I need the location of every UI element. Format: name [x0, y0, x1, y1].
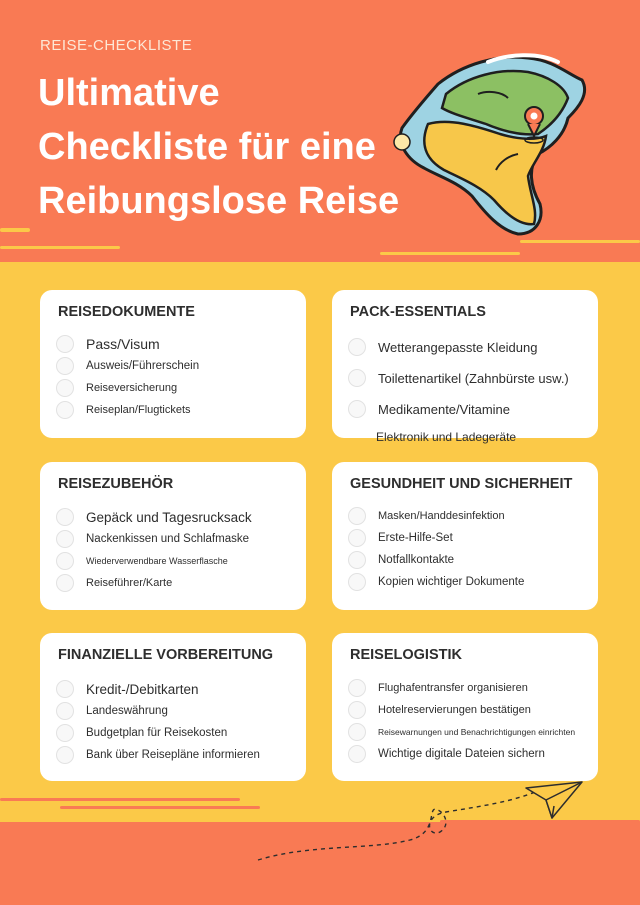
brush-stroke	[0, 798, 240, 801]
item-label: Landeswährung	[86, 705, 168, 717]
brush-stroke	[0, 246, 120, 249]
checklist-item[interactable]	[56, 552, 228, 570]
checklist-item[interactable]	[348, 745, 545, 763]
checkbox-circle[interactable]	[348, 551, 366, 569]
checklist-item[interactable]	[348, 551, 454, 569]
card-reisezubehoer	[40, 462, 306, 610]
item-label: Ausweis/Führerschein	[86, 360, 200, 372]
section-title: FINANZIELLE VORBEREITUNG	[58, 647, 274, 663]
eyebrow-label: REISE-CHECKLISTE	[40, 37, 193, 54]
section-title: REISEZUBEHÖR	[58, 476, 174, 492]
checkbox-circle[interactable]	[348, 679, 366, 697]
checkbox-circle[interactable]	[56, 702, 74, 720]
checkbox-circle[interactable]	[348, 507, 366, 525]
paper-plane-icon	[522, 778, 586, 822]
checklist-item[interactable]	[56, 335, 160, 353]
checkbox-circle[interactable]	[56, 746, 74, 764]
checkbox-circle[interactable]	[56, 335, 74, 353]
item-label: Elektronik und Ladegeräte	[376, 430, 517, 444]
card-pack-essentials	[332, 290, 598, 444]
section-title: PACK-ESSENTIALS	[350, 304, 486, 320]
item-label: Budgetplan für Reisekosten	[86, 727, 228, 739]
title-line: Reibungslose Reise	[38, 180, 400, 222]
checkbox-circle[interactable]	[56, 530, 74, 548]
checkbox-circle[interactable]	[56, 357, 74, 375]
checklist-item[interactable]	[56, 702, 168, 720]
item-label: Nackenkissen und Schlafmaske	[86, 533, 249, 545]
checklist-item	[376, 430, 516, 444]
section-title: REISELOGISTIK	[350, 647, 462, 663]
checkbox-circle[interactable]	[56, 379, 74, 397]
checklist-item[interactable]	[56, 724, 227, 742]
brush-stroke	[60, 806, 260, 809]
card-finanzielle-vorbereitung	[40, 633, 306, 781]
checkbox-circle[interactable]	[56, 680, 74, 698]
checklist-item[interactable]	[348, 701, 531, 719]
checkbox-circle[interactable]	[56, 574, 74, 592]
checklist-item[interactable]	[56, 530, 249, 548]
checklist-item[interactable]	[56, 379, 177, 397]
title-line: Ultimative	[38, 72, 220, 114]
checklist-item[interactable]	[348, 507, 505, 525]
title-line: Checkliste für eine	[38, 126, 376, 168]
item-label: Wichtige digitale Dateien sichern	[378, 748, 545, 760]
item-label: Wetterangepasste Kleidung	[378, 339, 538, 355]
brush-stroke	[380, 252, 520, 255]
item-label: Toilettenartikel (Zahnbürste usw.)	[378, 370, 569, 386]
checklist-item[interactable]	[56, 746, 260, 764]
checklist-item[interactable]	[56, 508, 252, 526]
card-reiselogistik	[332, 633, 598, 781]
item-label: Medikamente/Vitamine	[378, 401, 510, 417]
checkbox-circle[interactable]	[348, 369, 366, 387]
section-title: GESUNDHEIT UND SICHERHEIT	[350, 476, 573, 492]
item-label: Wiederverwendbare Wasserflasche	[86, 556, 228, 566]
checkbox-circle[interactable]	[348, 529, 366, 547]
checklist-item[interactable]	[56, 574, 172, 592]
checklist-item[interactable]	[348, 338, 537, 356]
item-label: Masken/Handdesinfektion	[378, 510, 505, 522]
item-label: Notfallkontakte	[378, 554, 455, 566]
checklist-item[interactable]	[348, 723, 575, 741]
item-label: Bank über Reisepläne informieren	[86, 749, 260, 761]
checkbox-circle[interactable]	[56, 508, 74, 526]
item-label: Erste-Hilfe-Set	[378, 532, 453, 544]
item-label: Gepäck und Tagesrucksack	[86, 509, 252, 525]
checkbox-circle[interactable]	[348, 723, 366, 741]
checklist-item[interactable]	[348, 679, 528, 697]
checkbox-circle[interactable]	[348, 573, 366, 591]
map-illustration	[368, 44, 592, 240]
card-reisedokumente	[40, 290, 306, 438]
checklist-item[interactable]	[348, 573, 524, 591]
item-label: Hotelreservierungen bestätigen	[378, 704, 531, 716]
item-label: Kredit-/Debitkarten	[86, 681, 199, 697]
checkbox-circle[interactable]	[348, 745, 366, 763]
checkbox-circle[interactable]	[56, 401, 74, 419]
checklist-item[interactable]	[348, 369, 569, 387]
card-gesundheit-sicherheit	[332, 462, 598, 610]
checklist-item[interactable]	[348, 529, 453, 547]
checkbox-circle[interactable]	[56, 724, 74, 742]
item-label: Reiseplan/Flugtickets	[86, 404, 191, 416]
item-label: Kopien wichtiger Dokumente	[378, 576, 525, 588]
checkbox-circle[interactable]	[348, 400, 366, 418]
item-label: Flughafentransfer organisieren	[378, 682, 528, 694]
checkbox-circle[interactable]	[56, 552, 74, 570]
checklist-item[interactable]	[56, 401, 191, 419]
item-label: Pass/Visum	[86, 336, 160, 352]
item-label: Reisewarnungen und Benachrichtigungen einrichten	[378, 727, 576, 737]
brush-stroke	[0, 228, 30, 232]
checklist-item[interactable]	[348, 400, 510, 418]
checkbox-circle[interactable]	[348, 701, 366, 719]
brush-stroke	[520, 240, 640, 243]
checklist-item[interactable]	[56, 680, 199, 698]
checkbox-circle[interactable]	[348, 338, 366, 356]
item-label: Reiseführer/Karte	[86, 577, 173, 589]
item-label: Reiseversicherung	[86, 382, 178, 394]
checklist-item[interactable]	[56, 357, 199, 375]
section-title: REISEDOKUMENTE	[58, 304, 195, 320]
